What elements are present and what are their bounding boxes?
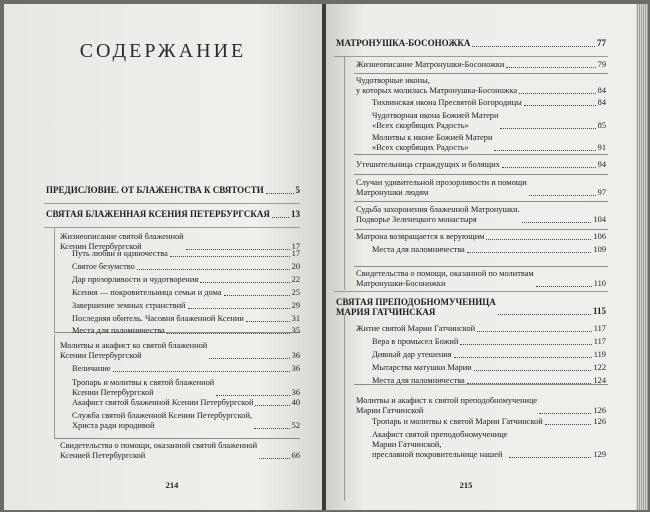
toc-entry: СВЯТАЯ БЛАЖЕННАЯ КСЕНИЯ ПЕТЕРБУРГСКАЯ 13 — [46, 209, 300, 219]
page-title: СОДЕРЖАНИЕ — [79, 40, 247, 62]
toc-entry: Тропарь и молитвы к святой блаженной Ксении Петербургской 36 — [72, 378, 300, 398]
toc-entry: Святое безумство 20 — [72, 262, 300, 271]
toc-entry: Утешительница страждущих и болящих 94 — [356, 160, 606, 169]
toc-entry: Тихвинская икона Пресвятой Богородицы 84 — [372, 98, 606, 107]
page-edges — [636, 4, 648, 510]
toc-entry: Молитвы и акафист к святой преподобномученице Марии Гатчинской 126 — [356, 396, 606, 416]
toc-entry: Чудотворные иконы, у которых молилась Матронушка-Босоножка 84 — [356, 76, 606, 96]
toc-entry: СВЯТАЯ ПРЕПОДОБНОМУЧЕНИЦА МАРИЯ ГАТЧИНСКАЯ 115 — [336, 297, 606, 317]
open-book — [4, 4, 648, 510]
toc-entry: Молитвы к иконе Божией Матери «Всех скорбящих Радость» 91 — [372, 133, 606, 153]
toc-entry: ПРЕДИСЛОВИЕ. ОТ БЛАЖЕНСТВА К СВЯТОСТИ 5 — [46, 185, 300, 195]
toc-entry: Матрона возвращается к верующим 106 — [356, 232, 606, 241]
toc-entry: Путь любви и одиночества 17 — [72, 249, 300, 258]
toc-entry: Судьба захоронения блаженной Матронушки. Подворье Зеленецкого монастыря 104 — [356, 205, 606, 225]
toc-entry: Последняя обитель. Часовня блаженной Ксении 31 — [72, 314, 300, 323]
toc-entry: МАТРОНУШКА-БОСОНОЖКА 77 — [336, 38, 606, 48]
page-number: 214 — [165, 480, 179, 490]
toc-entry: Завершение земных странствий 29 — [72, 301, 300, 310]
toc-entry: Дивный дар утешения 119 — [372, 350, 606, 359]
toc-entry: Места для паломничества 35 — [72, 326, 300, 335]
toc-entry: Акафист святой преподобномученице Марии Гатчинской, преславной покровительнице нашей 129 — [372, 430, 606, 460]
page-number: 215 — [459, 480, 473, 490]
toc-entry: Дар прозорливости и чудотворения 22 — [72, 275, 300, 284]
toc-entry: Молитвы и акафист ко святой блаженной Ксении Петербургской 36 — [60, 341, 300, 361]
toc-entry: Тропарь и молитвы к святой Марии Гатчинской 126 — [372, 417, 606, 426]
toc-entry: Места для паломничества 124 — [372, 376, 606, 385]
toc-entry: Свидетельства о помощи, оказанной по молитвам Матронушки-Босоножки 110 — [356, 269, 606, 289]
toc-entry: Житие святой Марии Гатчинской 117 — [356, 324, 606, 333]
toc-entry: Жизнеописание Матронушки-Босоножки 79 — [356, 60, 606, 69]
toc-entry: Чудотворная икона Божией Матери «Всех скорбящих Радость» 85 — [372, 111, 606, 131]
toc-entry: Жизнеописание святой блаженной Ксении Петербургской 17 — [60, 232, 300, 252]
toc-entry: Места для паломничества 109 — [372, 245, 606, 254]
right-page — [326, 4, 636, 510]
toc-entry: Акафист святой блаженной Ксении Петербургской 40 — [72, 398, 300, 407]
left-page — [4, 4, 322, 510]
toc-entry: Служба святой блаженной Ксении Петербургской, Христа ради юродивой 52 — [72, 411, 300, 431]
toc-entry: Величание 36 — [72, 364, 300, 373]
toc-entry: Ксения — покровительница семьи и дома 25 — [72, 288, 300, 297]
toc-entry: Случаи удивительной прозорливости и помощи Матронушки людям 97 — [356, 178, 606, 198]
toc-entry: Мытарства матушки Марии 122 — [372, 363, 606, 372]
toc-entry: Вера в промысел Божий 117 — [372, 337, 606, 346]
toc-entry: Свидетельства о помощи, оказанной святой блаженной Ксенией Петербургской 66 — [60, 441, 300, 461]
